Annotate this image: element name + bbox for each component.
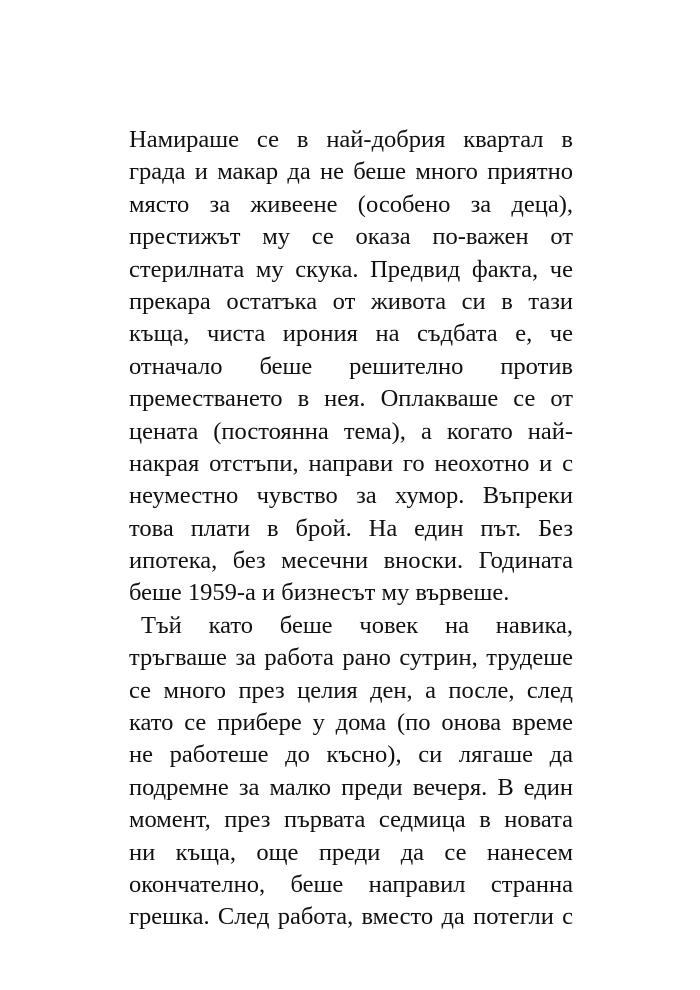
text-line: цената (постоянна тема), а когато най- (129, 417, 573, 445)
text-line: града и макар да не беше много приятно (129, 158, 573, 186)
text-line: място за живеене (особено за деца), (129, 190, 573, 218)
text-line: окончателно, беше направил странна (129, 870, 573, 898)
paragraph-2 (129, 610, 573, 934)
text-line: ни къща, още преди да се нанесем (129, 838, 573, 866)
text-line: тръгваше за работа рано сутрин, трудеше (129, 644, 573, 672)
text-line: преместването в нея. Оплакваше се от (129, 385, 573, 413)
text-line: това плати в брой. На един път. Без (129, 514, 573, 542)
text-line: момент, през първата седмица в новата (129, 806, 573, 834)
text-line: къща, чиста ирония на съдбата е, че (129, 320, 573, 348)
body-text (129, 124, 573, 934)
text-line: Тъй като беше човек на навика, (141, 611, 573, 639)
text-line: подремне за малко преди вечеря. В един (129, 773, 573, 801)
text-line: като се прибере у дома (по онова време (129, 709, 573, 737)
text-line: стерилната му скука. Предвид факта, че (129, 255, 573, 283)
text-line: накрая отстъпи, направи го неохотно и с (129, 449, 573, 477)
text-line: се много през целия ден, а после, след (129, 676, 573, 704)
text-line: неуместно чувство за хумор. Въпреки (129, 482, 573, 510)
text-line: ипотека, без месечни вноски. Годината (129, 547, 573, 575)
text-line: грешка. След работа, вместо да потегли с (129, 903, 573, 931)
text-line: беше 1959-а и бизнесът му вървеше. (129, 579, 510, 607)
paragraph-1 (129, 124, 573, 610)
text-line: Намираше се в най-добрия квартал в (129, 126, 573, 153)
text-line: престижът му се оказа по-важен от (129, 223, 573, 251)
text-line: отначало беше решително против (129, 352, 573, 380)
text-line: прекара остатъка от живота си в тази (129, 287, 573, 315)
text-line: не работеше до късно), си лягаше да (129, 741, 573, 769)
